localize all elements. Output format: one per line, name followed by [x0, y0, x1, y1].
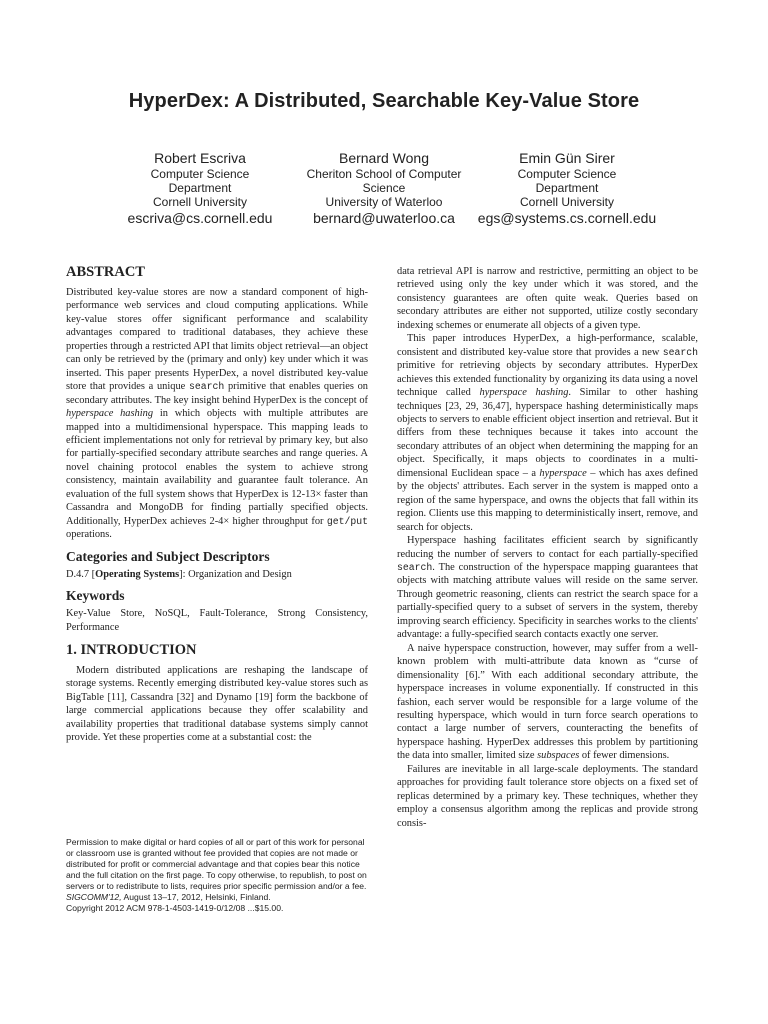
body-paragraph: Failures are inevitable in all large-scale deployments. The standard approaches for providing fault tolerance store objects on a fixed set of replicas determined by a primary key. These techniques, whether they employ a consensus algorithm among the replicas and provide strong consis-	[397, 763, 698, 829]
introduction-heading: 1. INTRODUCTION	[66, 641, 197, 658]
author-name: Robert Escriva	[154, 150, 246, 166]
author-affiliation: Computer Science	[517, 167, 617, 181]
author-block-3	[457, 150, 677, 227]
paper-title: HyperDex: A Distributed, Searchable Key-Value Store	[128, 90, 640, 112]
body-paragraph: A naive hyperspace construction, however, may suffer from a well-known problem with multi-attribute data known as “curse of dimensionality [6].” With each additional secondary attribute, the hyperspace increases in volume exponentially. If constructed in this fashion, each server would be responsible for a large volume of the resulting hyperspace, which would in turn force search operations to contact a large number of servers, counteracting the benefits of hyperspace hashing. HyperDex addresses this problem by partitioning the data into smaller, limited size subspaces of fewer dimensions.	[397, 642, 698, 762]
copyright-line: Copyright 2012 ACM 978-1-4503-1419-0/12/08 ...$15.00.	[66, 903, 284, 913]
copyright-footnote	[66, 837, 370, 914]
categories-text: D.4.7 [Operating Systems]: Organization and Design	[66, 568, 292, 580]
author-affiliation: Department	[535, 181, 599, 195]
permission-text: Permission to make digital or hard copies of all or part of this work for personal or classroom use is granted without fee provided that copies are not made or distributed for profit or commercial advantage and that copies bear this notice and the full citation on the first page. To copy otherwise, to republish, to post on servers or to redistribute to lists, requires prior specific permission and/or a fee.	[66, 837, 367, 891]
author-name: Bernard Wong	[338, 150, 429, 166]
author-email: bernard@uwaterloo.ca	[313, 210, 455, 226]
author-affiliation: Cornell University	[519, 195, 615, 209]
venue-line: SIGCOMM'12, August 13–17, 2012, Helsinki, Finland.	[66, 892, 271, 902]
author-affiliation: Computer Science	[150, 167, 250, 181]
keywords-heading: Keywords	[66, 588, 125, 604]
introduction-paragraph: Modern distributed applications are reshaping the landscape of storage systems. Recently emerging distributed key-value stores such as BigTable [11], Cassandra [32] and Dynamo [19] form the backbone of large commercial applications because they offer scalability and availability properties that traditional database systems simply cannot provide. Yet these properties come at a substantial cost: the	[66, 664, 368, 744]
keywords-text: Key-Value Store, NoSQL, Fault-Tolerance, Strong Consistency, Performance	[66, 608, 368, 633]
author-affiliation: University of Waterloo	[325, 195, 443, 209]
right-column	[397, 265, 698, 830]
author-affiliation: Cornell University	[152, 195, 248, 209]
author-name: Emin Gün Sirer	[519, 150, 615, 166]
body-paragraph: data retrieval API is narrow and restrictive, permitting an object to be retrieved using only the key under which it was stored, and the consistency guarantees are often quite weak. Queries based on secondary attributes are either not supported, utilize costly secondary indexing schemes or enumerate all objects of a given type.	[397, 266, 698, 331]
body-paragraph: This paper introduces HyperDex, a high-performance, scalable, consistent and distributed key-value store that provides a new search primitive for retrieving objects by secondary attributes. HyperDex achieves this extended functionality by organizing its data using a novel technique called hyperspace hashing. Similar to other hashing techniques [23, 29, 36,47], hyperspace hashing deterministically maps objects to servers to enable efficient object insertion and retrieval. But it differs from these techniques because it takes into account the secondary attributes of an object when determining the mapping for an object. Specifically, it maps objects to coordinates in a multi-dimensional Euclidean space – a hyperspace – which has axes defined by the objects' attributes. Each server in the system is mapped onto a region of the same hyperspace, and owns the objects that fall within its region. Clients use this mapping to deterministically insert, remove, and search for objects.	[397, 333, 698, 533]
categories-heading: Categories and Subject Descriptors	[66, 548, 270, 564]
author-affiliation: Department	[168, 181, 232, 195]
author-affiliation: Cheriton School of Computer	[306, 167, 462, 181]
body-paragraph: Hyperspace hashing facilitates efficient search by significantly reducing the number of servers to contact for each partially-specified search. The construction of the hyperspace mapping guarantees that objects with matching attribute values will reside on the same server. Through geometric reasoning, clients can restrict the search space for a partially-specified query to a subset of servers in the system, thereby improving search efficiency. Specificity in searches works to the clients' advantage: a fully-specified search contacts exactly one server.	[397, 535, 698, 641]
author-email: egs@systems.cs.cornell.edu	[477, 210, 657, 226]
left-column	[66, 262, 368, 745]
author-affiliation: Science	[362, 181, 406, 195]
abstract-paragraph: Distributed key-value stores are now a standard component of high-performance web services and cloud computing applications. While key-value stores offer significant performance and scalability advantages compared to traditional databases, they achieve these properties through a restricted API that limits object retrieval—an object can only be retrieved by the (primary and only) key under which it was inserted. This paper presents HyperDex, a novel distributed key-value store that provides a unique search primitive that enables queries on secondary attributes. The key insight behind HyperDex is the concept of hyperspace hashing in which objects with multiple attributes are mapped into a multidimensional hyperspace. This mapping leads to efficient implementations not only for retrieval by primary key, but also for partially-specified secondary attribute searches and range queries. A novel chaining protocol enables the system to achieve strong consistency, maintain availability and guarantee fault tolerance. An evaluation of the full system shows that HyperDex is 12-13× faster than Cassandra and MongoDB for finding partially specified objects. Additionally, HyperDex achieves 2-4× higher throughput for get/put operations.	[66, 287, 368, 541]
author-email: escriva@cs.cornell.edu	[127, 210, 273, 226]
abstract-heading: ABSTRACT	[66, 264, 145, 280]
